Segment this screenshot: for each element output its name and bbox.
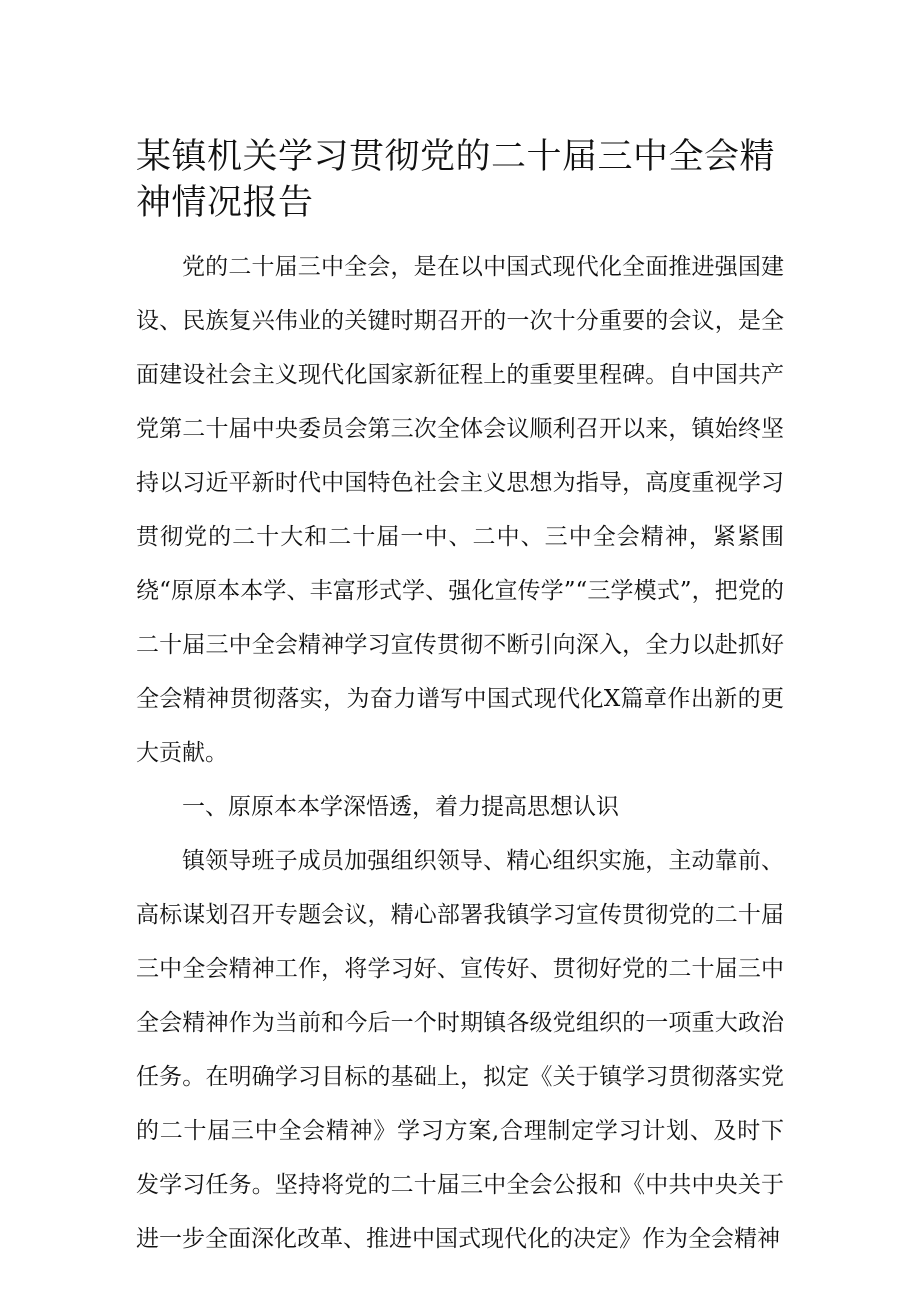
document-title: 某镇机关学习贯彻党的二十届三中全会精神情况报告 [136, 137, 776, 223]
section-1-paragraph: 镇领导班子成员加强组织领导、精心组织实施，主动靠前、高标谋划召开专题会议，精心部署我镇学习宣传贯彻党的二十届三中全会精神工作，将学习好、宣传好、贯彻好党的二十届三中全会精神作为当前和今后一个时期镇各级党组织的一项重大政治任务。在明确学习目标的基础上，拟定《关于镇学习贯彻落实党的二十届三中全会精神》学习方案,合理制定学习计划、及时下发学习任务。坚持将党的二十届三中全会公报和《中共中央关于进一步全面深化改革、推进中国式现代化的决定》作为全会精神 [136, 848, 784, 1252]
section-heading-1: 一、原原本本学深悟透，着力提高思想认识 [182, 794, 619, 820]
document-body [136, 240, 784, 1266]
intro-paragraph: 党的二十届三中全会，是在以中国式现代化全面推进强国建设、民族复兴伟业的关键时期召开的一次十分重要的会议，是全面建设社会主义现代化国家新征程上的重要里程碑。自中国共产党第二十届中央委员会第三次全体会议顺利召开以来，镇始终坚持以习近平新时代中国特色社会主义思想为指导，高度重视学习贯彻党的二十大和二十届一中、二中、三中全会精神，紧紧围绕“原原本本学、丰富形式学、强化宣传学”“三学模式”，把党的二十届三中全会精神学习宣传贯彻不断引向深入，全力以赴抓好全会精神贯彻落实，为奋力谱写中国式现代化X篇章作出新的更大贡献。 [136, 254, 784, 766]
